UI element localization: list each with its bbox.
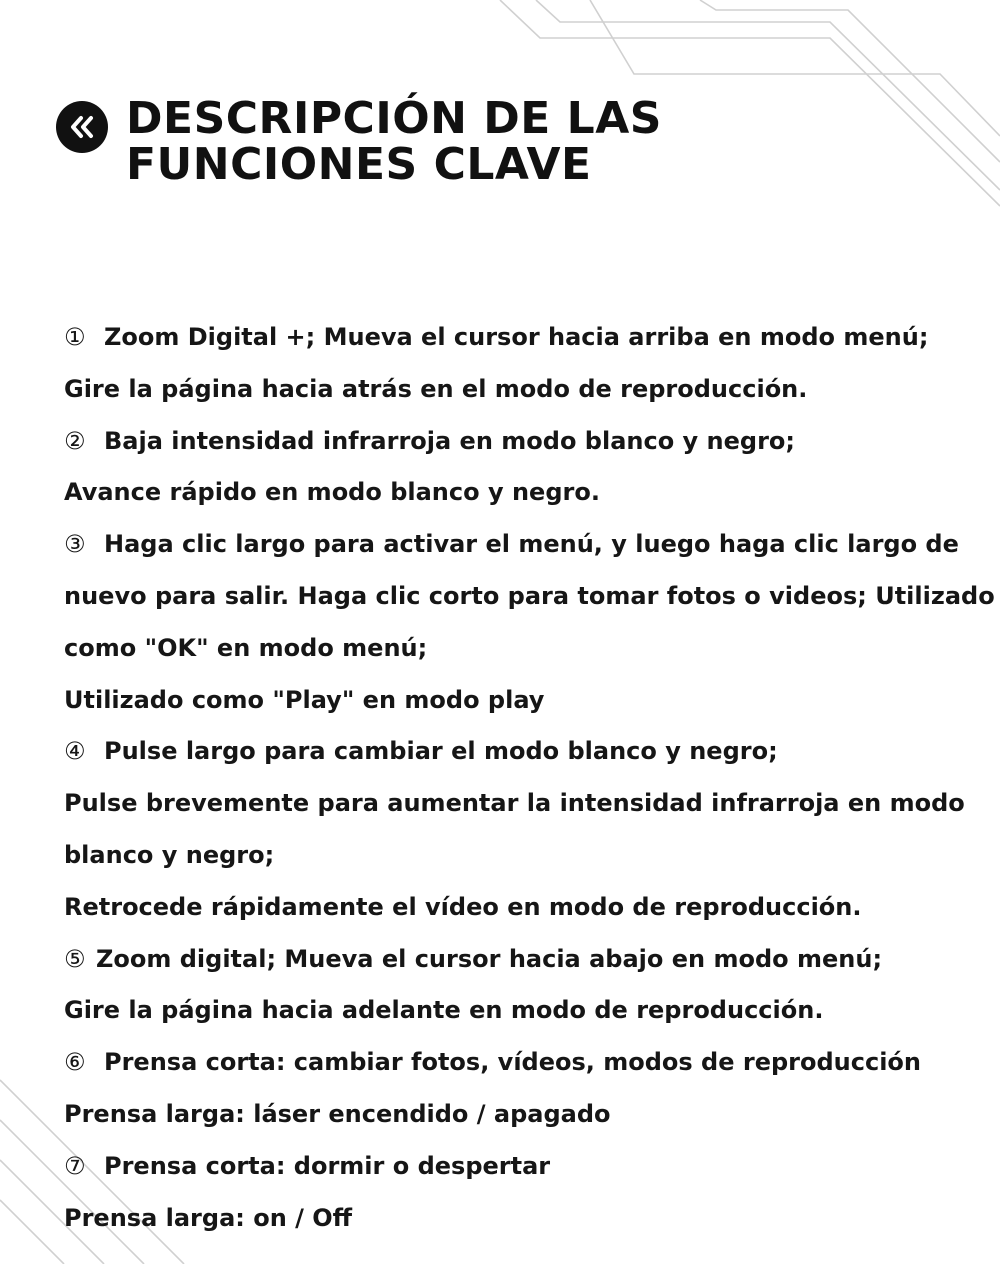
list-item-2-line-2: Avance rápido en modo blanco y negro. bbox=[64, 478, 600, 507]
page-title bbox=[126, 93, 662, 190]
double-chevron-left-icon bbox=[56, 101, 108, 153]
list-item-5-line-1: ⑤ Zoom digital; Mueva el cursor hacia abajo en modo menú; bbox=[64, 934, 994, 986]
list-item-4-line-2: Pulse brevemente para aumentar la intensidad infrarroja en modo bbox=[64, 789, 965, 818]
item-number-1: ① bbox=[64, 323, 86, 351]
list-item-4-line-1: ④ Pulse largo para cambiar el modo blanco y negro; bbox=[64, 726, 994, 778]
page-header bbox=[56, 93, 662, 190]
list-item-2-line-1: ② Baja intensidad infrarroja en modo blanco y negro; bbox=[64, 416, 994, 468]
item-number-3: ③ bbox=[64, 530, 86, 559]
key-functions-list bbox=[64, 312, 994, 1244]
list-item-1-line-2: Gire la página hacia atrás en el modo de reproducción. bbox=[64, 374, 808, 403]
list-item-1-line-1: ① Zoom Digital +; Mueva el cursor hacia arriba en modo menú; bbox=[64, 312, 994, 364]
list-item-5-line-2: Gire la página hacia adelante en modo de reproducción. bbox=[64, 996, 824, 1025]
list-item-3-line-1: ③ Haga clic largo para activar el menú, y luego haga clic largo de bbox=[64, 519, 994, 571]
item-number-7: ⑦ bbox=[64, 1151, 86, 1180]
list-item-3-line-4: Utilizado como "Play" en modo play bbox=[64, 685, 545, 714]
item-number-5: ⑤ bbox=[64, 944, 86, 973]
list-item-7-line-1: ⑦ Prensa corta: dormir o despertar bbox=[64, 1141, 994, 1193]
list-item-4-line-3: blanco y negro; bbox=[64, 840, 275, 869]
item-number-2: ② bbox=[64, 426, 86, 455]
item-number-6: ⑥ bbox=[64, 1048, 86, 1077]
page-title-line-2: FUNCIONES CLAVE bbox=[126, 139, 592, 190]
item-number-4: ④ bbox=[64, 737, 86, 766]
list-item-6-line-1: ⑥ Prensa corta: cambiar fotos, vídeos, modos de reproducción bbox=[64, 1037, 994, 1089]
list-item-6-line-2: Prensa larga: láser encendido / apagado bbox=[64, 1099, 611, 1128]
list-item-7-line-2: Prensa larga: on / Off bbox=[64, 1203, 353, 1232]
list-item-3-line-3: como "OK" en modo menú; bbox=[64, 633, 428, 662]
list-item-3-line-2: nuevo para salir. Haga clic corto para tomar fotos o videos; Utilizado bbox=[64, 581, 995, 610]
list-item-4-line-4: Retrocede rápidamente el vídeo en modo de reproducción. bbox=[64, 892, 862, 921]
page-title-line-1: DESCRIPCIÓN DE LAS bbox=[126, 93, 662, 144]
